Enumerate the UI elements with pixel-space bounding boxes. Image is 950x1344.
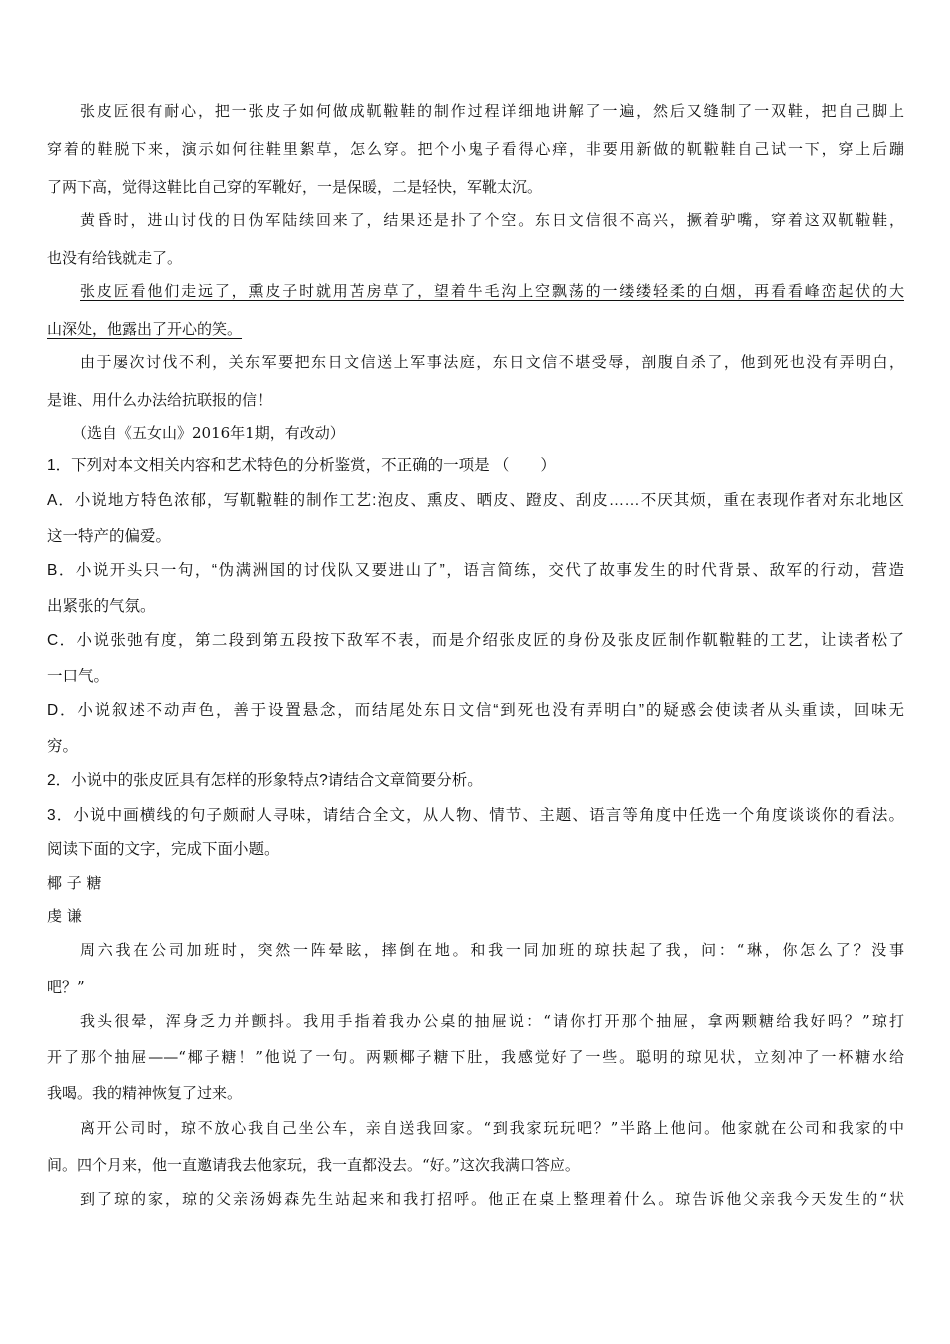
source-note: （选自《五女山》2016年1期，有改动） xyxy=(72,424,345,442)
question-3: 3．小说中画横线的句子颇耐人寻味，请结合全文，从人物、情节、主题、语言等角度中任选一个角度谈谈你的看法。 xyxy=(47,807,904,824)
passage-author: 虔 谦 xyxy=(47,907,82,925)
p1-para3-underlined-line2: 山深处，他露出了开心的笑。 xyxy=(47,320,243,338)
option-b-line2: 出紧张的气氛。 xyxy=(47,598,156,615)
option-c-line1: C．小说张弛有度，第二段到第五段按下敌军不表，而是介绍张皮匠的身份及张皮匠制作靰鞡鞋的工艺，让读者松了 xyxy=(47,632,904,649)
option-d-line2: 穷。 xyxy=(47,738,79,755)
p2-para4-line1: 到了琼的家，琼的父亲汤姆森先生站起来和我打招呼。他正在桌上整理着什么。琼告诉他父亲我今天发生的“状 xyxy=(80,1190,904,1208)
option-c-line2: 一口气。 xyxy=(47,668,110,685)
p1-para1-line3: 了两下高，觉得这鞋比自己穿的军靴好，一是保暖，二是轻快，军靴太沉。 xyxy=(47,178,543,196)
p2-para1-line1: 周六我在公司加班时，突然一阵晕眩，摔倒在地。和我一同加班的琼扶起了我，问：“琳，你怎么了？没事 xyxy=(80,941,904,959)
p2-para2-line1: 我头很晕，浑身乏力并颤抖。我用手指着我办公桌的抽屉说：“请你打开那个抽屉，拿两颗糖给我好吗？”琼打 xyxy=(80,1012,904,1030)
p2-para3-line1: 离开公司时，琼不放心我自己坐公车，亲自送我回家。“到我家玩玩吧？”半路上他问。他家就在公司和我家的中 xyxy=(80,1119,904,1137)
p2-para2-line3: 我喝。我的精神恢复了过来。 xyxy=(47,1084,243,1102)
option-b-line1: B．小说开头只一句，“伪满洲国的讨伐队又要进山了”，语言简练，交代了故事发生的时代背景、敌军的行动，营造 xyxy=(47,562,904,579)
question-2: 2．小说中的张皮匠具有怎样的形象特点?请结合文章简要分析。 xyxy=(47,772,483,789)
reading-instruction: 阅读下面的文字，完成下面小题。 xyxy=(47,841,280,858)
p1-para4-line2: 是谁、用什么办法给抗联报的信！ xyxy=(47,391,273,409)
option-a-line1: A．小说地方特色浓郁，写靰鞡鞋的制作工艺:泡皮、熏皮、晒皮、蹬皮、刮皮……不厌其烦，重在表现作者对东北地区 xyxy=(47,492,904,509)
passage-title: 椰 子 糖 xyxy=(47,874,102,892)
option-a-line2: 这一特产的偏爱。 xyxy=(47,528,172,545)
question-1: 1．下列对本文相关内容和艺术特色的分析鉴赏，不正确的一项是 （ ） xyxy=(47,457,556,474)
p1-para2-line1: 黄昏时，进山讨伐的日伪军陆续回来了，结果还是扑了个空。东日文信很不高兴，撅着驴嘴，穿着这双靰鞡鞋， xyxy=(80,211,904,229)
p1-para1-line2: 穿着的鞋脱下来，演示如何往鞋里絮草，怎么穿。把个小鬼子看得心痒，非要用新做的靰鞡鞋自己试一下，穿上后蹦 xyxy=(47,140,904,158)
p2-para1-line2: 吧？” xyxy=(47,978,85,996)
p1-para2-line2: 也没有给钱就走了。 xyxy=(47,249,183,267)
p1-para4-line1: 由于屡次讨伐不利，关东军要把东日文信送上军事法庭，东日文信不堪受辱，剖腹自杀了，他到死也没有弄明白， xyxy=(80,353,904,371)
p1-para1-line1: 张皮匠很有耐心，把一张皮子如何做成靰鞡鞋的制作过程详细地讲解了一遍，然后又缝制了一双鞋，把自己脚上 xyxy=(80,102,904,120)
p1-para3-underlined-line1: 张皮匠看他们走远了，熏皮子时就用苫房草了，望着牛毛沟上空飘荡的一缕缕轻柔的白烟，再看看峰峦起伏的大 xyxy=(80,282,904,300)
p2-para2-line2: 开了那个抽屉——“椰子糖！”他说了一句。两颗椰子糖下肚，我感觉好了一些。聪明的琼见状，立刻冲了一杯糖水给 xyxy=(47,1048,904,1066)
p2-para3-line2: 间。四个月来，他一直邀请我去他家玩，我一直都没去。“好。”这次我满口答应。 xyxy=(47,1156,580,1174)
option-d-line1: D．小说叙述不动声色，善于设置悬念，而结尾处东日文信“到死也没有弄明白”的疑惑会使读者从头重读，回味无 xyxy=(47,702,904,719)
